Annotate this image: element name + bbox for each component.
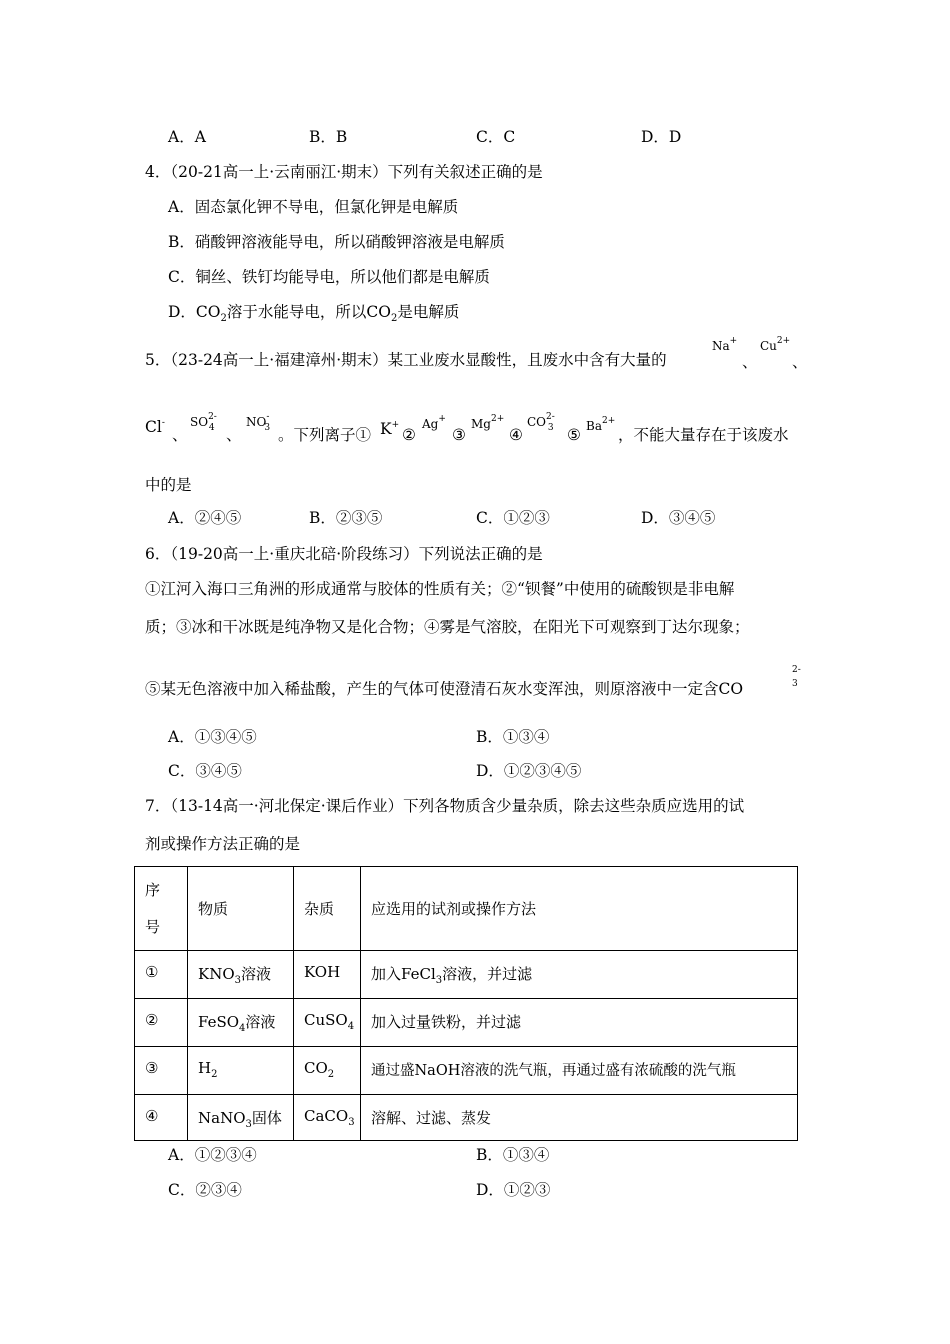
ion-ba: $Ba^{2+}$ [586, 416, 616, 433]
row-impurity: KOH [294, 951, 361, 999]
q6-option-a: A．①③④⑤ [168, 728, 257, 746]
q7-stem-line2: 剂或操作方法正确的是 [145, 835, 301, 853]
ion-mg: $Mg^{2+}$ [471, 414, 505, 431]
table-row [135, 999, 798, 1047]
num-5: ⑤ [567, 426, 581, 444]
row-substance: $KNO_3$溶液 [188, 951, 294, 999]
header-substance: 物质 [188, 867, 294, 951]
q7-option-d: D．①②③ [476, 1181, 551, 1199]
q6-line1: ①江河入海口三角洲的形成通常与胶体的性质有关；②“钡餐”中使用的硫酸钡是非电解 [145, 580, 735, 598]
separator: 、 [792, 353, 808, 371]
row-impurity: $CO_2$ [294, 1047, 361, 1095]
q7-option-a: A．①②③④ [168, 1146, 257, 1164]
row-index: ③ [135, 1047, 188, 1095]
q4-option-a: A．固态氯化钾不导电，但氯化钾是电解质 [168, 198, 459, 216]
q6-stem: 6．（19-20高一上·重庆北碚·阶段练习）下列说法正确的是 [145, 545, 543, 563]
q3-option-c: C．C [476, 128, 516, 146]
ion-k: K+ [380, 420, 400, 438]
num-4: ④ [509, 426, 523, 444]
q7-table [134, 866, 798, 1141]
q3-option-d: D．D [641, 128, 682, 146]
row-index: ① [135, 951, 188, 999]
co3-charge: 2- [792, 665, 801, 675]
q5-option-d: D．③④⑤ [641, 509, 716, 527]
q6-line2: 质；③冰和干冰既是纯净物又是化合物；④雾是气溶胶，在阳光下可观察到丁达尔现象； [145, 618, 750, 636]
q5-stem: 5．（23-24高一上·福建漳州·期末）某工业废水显酸性，且废水中含有大量的 [145, 351, 667, 369]
header-index: 序 号 [135, 867, 188, 951]
q4-option-d: D．$CO_2$溶于水能导电，所以$CO_2$是电解质 [168, 303, 460, 325]
table-row [135, 1047, 798, 1095]
ion-ag: Ag+ [422, 414, 446, 431]
q6-line3: ⑤某无色溶液中加入稀盐酸，产生的气体可使澄清石灰水变浑浊，则原溶液中一定含CO [145, 680, 744, 698]
row-method: 加入过量铁粉，并过滤 [361, 999, 798, 1047]
q6-option-c: C．③④⑤ [168, 762, 242, 780]
q7-option-b: B．①③④ [476, 1146, 550, 1164]
q5-option-c: C．①②③ [476, 509, 550, 527]
q5-option-b: B．②③⑤ [309, 509, 383, 527]
q5-line3: 中的是 [145, 476, 192, 494]
row-method: 加入FeCl$_3$溶液，并过滤 [361, 951, 798, 999]
ion-co3: $CO^{2-}_3$ [527, 412, 555, 433]
header-impurity: 杂质 [294, 867, 361, 951]
ion-cu: $Cu^{2+}$ [760, 336, 791, 353]
q7-stem-line1: 7．（13-14高一·河北保定·课后作业）下列各物质含少量杂质，除去这些杂质应选用的试 [145, 797, 745, 815]
row-index: ④ [135, 1095, 188, 1141]
q6-option-d: D．①②③④⑤ [476, 762, 582, 780]
ion-no3: $NO^-_3$ [246, 412, 271, 433]
separator: 、 [742, 353, 758, 371]
row-method: 通过盛NaOH溶液的洗气瓶，再通过盛有浓硫酸的洗气瓶 [361, 1047, 798, 1095]
ion-so4: $SO^{2-}_4$ [190, 412, 217, 433]
separator: 、 [172, 426, 188, 444]
co3-subscript: 3 [792, 679, 798, 689]
q5-option-a: A．②④⑤ [168, 509, 242, 527]
q4-stem: 4．（20-21高一上·云南丽江·期末）下列有关叙述正确的是 [145, 163, 543, 181]
q6-option-b: B．①③④ [476, 728, 550, 746]
row-impurity: CuSO$_4$ [294, 999, 361, 1047]
num-2: ② [402, 426, 416, 444]
row-substance: $H_2$ [188, 1047, 294, 1095]
row-substance: FeSO$_4$溶液 [188, 999, 294, 1047]
row-substance: NaNO$_3$固体 [188, 1095, 294, 1141]
separator: 、 [226, 426, 242, 444]
table-header-row [135, 867, 798, 951]
ion-cl: Cl- [145, 418, 165, 436]
q3-option-a: A．A [168, 128, 206, 146]
row-method: 溶解、过滤、蒸发 [361, 1095, 798, 1141]
table-row [135, 1095, 798, 1141]
q3-option-b: B．B [309, 128, 348, 146]
q5-mid: 。下列离子① [278, 426, 372, 444]
row-impurity: CaCO$_3$ [294, 1095, 361, 1141]
num-3: ③ [452, 426, 466, 444]
q4-option-c: C．铜丝、铁钉均能导电，所以他们都是电解质 [168, 268, 490, 286]
header-method: 应选用的试剂或操作方法 [361, 867, 798, 951]
q4-option-b: B．硝酸钾溶液能导电，所以硝酸钾溶液是电解质 [168, 233, 505, 251]
q5-tail: ，不能大量存在于该废水 [618, 426, 789, 444]
table-row [135, 951, 798, 999]
ion-na: Na+ [712, 336, 738, 353]
q7-option-c: C．②③④ [168, 1181, 242, 1199]
row-index: ② [135, 999, 188, 1047]
